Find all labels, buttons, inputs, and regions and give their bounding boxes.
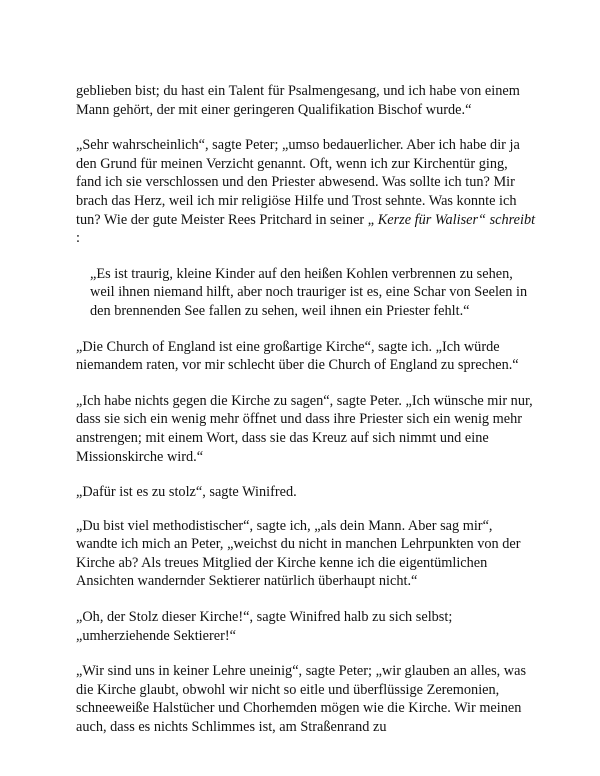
paragraph: „Du bist viel methodistischer“, sagte ich, „als dein Mann. Aber sag mir“, wandte ich mich an Peter, „weichst du nicht in manchen Lehrpunkten von der Kirche ab? Als treues Mitglied der Kirche kenne ich die eigentümlichen Ansichten wandernder Sektierer natürlich überhaupt nicht.“ [76, 517, 521, 590]
paragraph: „Die Church of England ist eine großartige Kirche“, sagte ich. „Ich würde niemandem raten, vor mir schlecht über die Church of England zu sprechen.“ [76, 338, 519, 374]
paragraph-text: „Sehr wahrscheinlich“, sagte Peter; „umso bedauerlicher. Aber ich habe dir ja den Grund für meinen Verzicht genannt. Oft, wenn ich zur Kirchentür ging, fand ich sie verschlossen und den Priester abwesend. Was sollte ich tun? Mir brach das Herz, weil ich mir religiöse Hilfe und Trost sehnte. Was konnte ich tun? Wie der gute Meister Rees Pritchard in seiner „ [76, 137, 520, 228]
paragraph: „Dafür ist es zu stolz“, sagte Winifred. [76, 484, 297, 501]
paragraph-text: : [76, 230, 80, 247]
paragraph [76, 136, 536, 248]
paragraph: „Ich habe nichts gegen die Kirche zu sagen“, sagte Peter. „Ich wünsche mir nur, dass sie sich ein wenig mehr öffnet und dass ihre Priester sich ein wenig mehr anstrengen; mit einem Wort, dass sie das Kreuz auf sich nimmt und eine Missionskirche wird.“ [76, 392, 533, 465]
block-quote: „Es ist traurig, kleine Kinder auf den heißen Kohlen verbrennen zu sehen, weil ihnen niemand hilft, aber noch trauriger ist es, eine Schar von Seelen in den brennenden See fallen zu sehen, weil ihnen ein Priester fehlt.“ [90, 265, 528, 319]
paragraph: geblieben bist; du hast ein Talent für Psalmengesang, und ich habe von einem Mann gehört, der mit einer geringeren Qualifikation Bischof wurde.“ [76, 83, 520, 118]
body-text [76, 82, 536, 754]
paragraph: „Oh, der Stolz dieser Kirche!“, sagte Winifred halb zu sich selbst; „umherziehende Sektierer!“ [76, 609, 453, 644]
paragraph: „Wir sind uns in keiner Lehre uneinig“, sagte Peter; „wir glauben an alles, was die Kirche glaubt, obwohl wir nicht so eitle und überflüssige Zeremonien, schneeweiße Halstücher und Chorhemden mögen wie die Kirche. Wir meinen auch, dass es nichts Schlimmes ist, am Straßenrand zu [76, 663, 527, 736]
book-title: Kerze für Waliser“ schreibt [377, 211, 536, 228]
